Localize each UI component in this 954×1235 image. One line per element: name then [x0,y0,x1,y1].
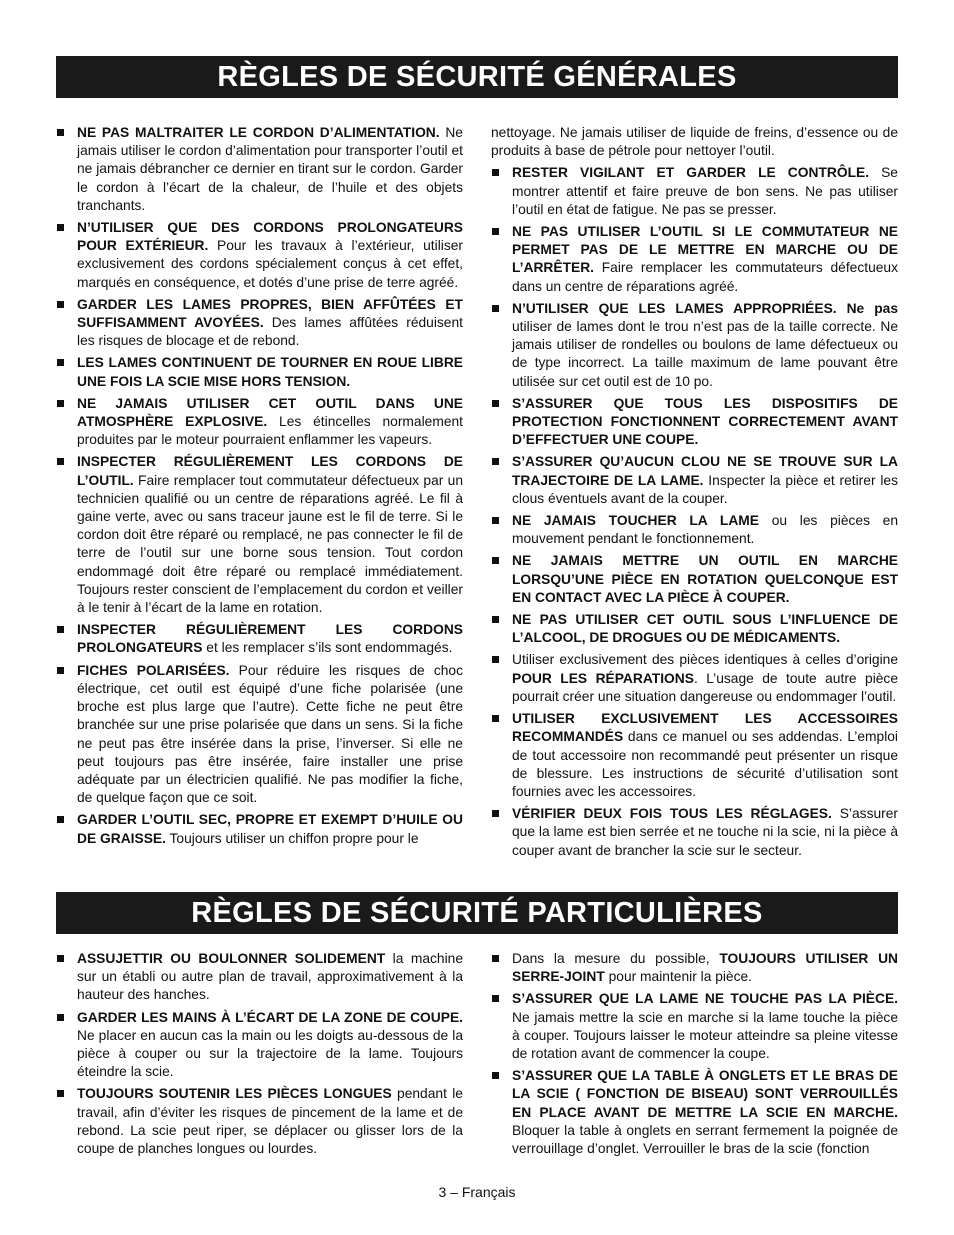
rule-heading: GARDER LES LAMES PROPRES, BIEN AFFÛTÉES ET SUFFISAMMENT AVOYÉES. [77,296,463,331]
safety-rule-item [491,164,898,219]
safety-rule-item [56,124,463,215]
rule-text: Pour les travaux à l’extérieur, utiliser exclusivement des cordons spécialement conçus à cet effet, marqués en conséquence, et dotés d’une prise de terre agréé. [77,238,463,290]
rule-text: Bloquer la table à onglets en serrant fermement la poignée de verrouillage d’onglet. Verrouiller le bras de la scie (fonction [512,1122,898,1157]
rule-text: Faire remplacer tout commutateur défectueux par un technicien qualifié ou un centre de réparations agréé. Le fil à gaine verte, avec ou sans traceur jaune est le fil de terre. Si le cordon doit être réparé ou remplacé, ne pas connecter le fil de terre de l’outil sur une borne sous tension. Tout cordon endommagé doit être réparé ou remplacé immédiatement. Toujours rester conscient de l’emplacement du cordon et veiller à le tenir à l’écart de la lame en rotation. [77,472,463,616]
rule-heading: TOUJOURS UTILISER UN SERRE-JOINT [512,951,899,985]
safety-rule-item [491,1067,898,1158]
rule-heading: UTILISER EXCLUSIVEMENT LES ACCESSOIRES RECOMMANDÉS [512,711,898,745]
general-rules-right-column [491,124,898,864]
rule-heading: ASSUJETTIR OU BOULONNER SOLIDEMENT [77,951,386,966]
rule-text: Ne placer en aucun cas la main ou les doigts au-dessous de la pièce à couper ou sur la trajectoire de la lame. Toujours éteindre la scie. [77,1027,463,1080]
rule-heading: NE JAMAIS METTRE UN OUTIL EN MARCHE LORSQU’UNE PIÈCE EN ROTATION QUELCONQUE EST EN CONTACT AVEC LA PIÈCE À COUPER. [512,553,898,605]
rule-text: Des lames affûtées réduisent les risques de blocage et de rebond. [77,315,463,349]
rule-heading: NE PAS UTILISER L’OUTIL SI LE COMMUTATEUR NE PERMET PAS DE LE METTRE EN MARCHE OU DE L’ARRÊTER. [512,224,898,276]
safety-rule-item [491,395,898,450]
rule-heading: NE JAMAIS UTILISER CET OUTIL DANS UNE ATMOSPHÈRE EXPLOSIVE. [77,395,463,430]
rule-text: Les étincelles normalement produites par le moteur pourraient enflammer les vapeurs. [77,414,464,448]
safety-rule-item [491,651,898,706]
section-title-general: RÈGLES DE SÉCURITÉ GÉNÉRALES [56,56,898,98]
rule-text: utiliser de lames dont le trou n’est pas de la taille correcte. Ne jamais utiliser de rondelles ou boulons de lame défectueux ou de type incorrect. La taille maximum de lame pouvant être utilisée sur cet outil est de 10 po. [512,319,898,389]
safety-rule-item [491,300,898,391]
safety-rule-item [56,219,463,292]
safety-rule-item [491,950,898,986]
rule-text: Inspecter la pièce et retirer les clous éventuels avant de la couper. [512,472,898,506]
safety-rule-item [56,453,463,617]
specific-rules-left-column [56,950,463,1162]
safety-rule-item [491,552,898,607]
rule-heading: NE PAS UTILISER CET OUTIL SOUS L’INFLUENCE DE L’ALCOOL, DE DROGUES OU DE MÉDICAMENTS. [512,612,898,646]
rule-heading: S’ASSURER QUE LA LAME NE TOUCHE PAS LA PIÈCE. [512,991,898,1007]
rule-heading: NE PAS MALTRAITER LE CORDON D’ALIMENTATION. [77,125,440,140]
rule-heading: RESTER VIGILANT ET GARDER LE CONTRÔLE. [512,165,870,181]
safety-rule-item [56,395,463,450]
safety-rule-item [491,512,898,548]
safety-rule-item [56,296,463,351]
rule-heading: S’ASSURER QUE LA TABLE À ONGLETS ET LE BRAS DE LA SCIE ( FONCTION DE BISEAU) SONT VERROUILLÉS EN PLACE AVANT DE METTRE LA SCIE EN MARCHE. [512,1068,898,1120]
rule-heading: LES LAMES CONTINUENT DE TOURNER EN ROUE LIBRE UNE FOIS LA SCIE MISE HORS TENSION. [77,355,463,389]
rule-text: Faire remplacer les commutateurs défectueux dans un centre de réparations agréé. [512,260,898,294]
rule-text: S’assurer que la lame est bien serrée et ne touche ni la scie, ni la pièce à couper avant de brancher la scie sur le secteur. [512,806,898,858]
rule-text: Toujours utiliser un chiffon propre pour le [165,830,419,846]
rule-heading: S’ASSURER QU’AUCUN CLOU NE SE TROUVE SUR LA TRAJECTOIRE DE LA LAME. [512,454,898,488]
safety-rule-item [56,354,463,390]
rule-heading: N’UTILISER QUE DES CORDONS PROLONGATEURS POUR EXTÉRIEUR. [77,220,463,254]
safety-rule-item [491,990,898,1063]
rule-heading: INSPECTER RÉGULIÈREMENT LES CORDONS DE L’OUTIL. [77,454,463,488]
safety-rule-item [56,1085,463,1158]
rule-heading: GARDER LES MAINS À L’ÉCART DE LA ZONE DE COUPE. [77,1009,463,1025]
safety-rule-item [491,223,898,296]
section-title-specific: RÈGLES DE SÉCURITÉ PARTICULIÈRES [56,892,898,934]
rule-heading: NE JAMAIS TOUCHER LA LAME [512,513,760,529]
rule-heading: VÉRIFIER DEUX FOIS TOUS LES RÉGLAGES. [512,806,832,822]
rule-text: pendant le travail, afin d’éviter les risques de pincement de la lame et de rebond. La scie peut riper, se déplacer ou glisser lors de la coupe de planches longues ou lourdes. [77,1086,463,1157]
rule-text: Pour réduire les risques de choc électrique, cet outil est équipé d’une fiche polarisée (une broche est plus large que l’autre). Cette fiche ne peut être branchée sur une prise polarisée que dans un sens. Si la fiche ne peut pas être insérée dans la prise, l’inverser. Si elle ne peut toujours pas être insérée, faire installer une prise adéquate par un électricien qualifié. Ne pas modifier la fiche, de quelque façon que ce soit. [77,662,463,806]
rule-heading: TOUJOURS SOUTENIR LES PIÈCES LONGUES [77,1086,392,1102]
rule-lead-text: Utiliser exclusivement des pièces identiques à celles d’origine [512,652,898,668]
general-rules-left-column [56,124,463,852]
rule-heading: INSPECTER RÉGULIÈREMENT LES CORDONS PROLONGATEURS [77,622,463,656]
rule-text: Ne jamais mettre la scie en marche si la lame touche la pièce à couper. Toujours laisser le moteur atteindre sa pleine vitesse de rotation avant de commencer la coupe. [512,1009,898,1062]
safety-rule-item [491,710,898,801]
page-footer: 3 – Français [438,1184,516,1200]
rule-text: et les remplacer s’ils sont endommagés. [202,640,453,656]
rule-text: pour maintenir la pièce. [604,969,753,985]
rule-heading: GARDER L’OUTIL SEC, PROPRE ET EXEMPT D’HUILE OU DE GRAISSE. [77,812,463,846]
rule-text: dans ce manuel ou ses addendas. L’emploi de tout accessoire non recommandé peut présenter un risque de blessure. Les instructions de sécurité d’utilisation sont fournies avec les accessoires. [512,729,898,799]
rule-text: ou les pièces en mouvement pendant le fonctionnement. [512,513,899,547]
rule-text: Ne jamais utiliser le cordon d’alimentation pour transporter l’outil et ne jamais débrancher ce dernier en tirant sur le cordon. Garder le cordon à l’écart de la chaleur, de l’huile et des objets tranchants. [77,125,463,213]
safety-rule-item [56,1009,463,1082]
safety-rule-item [491,611,898,647]
rule-heading: N’UTILISER QUE LES LAMES APPROPRIÉES. Ne pas [512,300,898,316]
safety-rule-item [56,950,463,1005]
safety-rule-item [56,621,463,657]
rule-heading: S’ASSURER QUE TOUS LES DISPOSITIFS DE PROTECTION FONCTIONNENT CORRECTEMENT AVANT D’EFFECTUER UNE COUPE. [512,395,898,448]
safety-rule-item [491,453,898,508]
rule-text: la machine sur un établi ou autre plan de travail, approximativement à la hauteur des hanches. [77,951,463,1003]
continued-text: nettoyage. Ne jamais utiliser de liquide de freins, d’essence ou de produits à base de pétrole pour nettoyer l’outil. [491,125,898,159]
rule-heading: POUR LES RÉPARATIONS [512,670,694,686]
rule-text: . L’usage de toute autre pièce pourrait créer une situation dangereuse ou endommager l’outil. [512,670,899,704]
safety-rule-item [56,811,463,847]
specific-rules-right-column [491,950,898,1162]
safety-rule-item [56,662,463,808]
rule-heading: FICHES POLARISÉES. [77,662,230,678]
rule-text: Se montrer attentif et faire preuve de bon sens. Ne pas utiliser l’outil en état de fatigue. Ne pas se presser. [512,165,898,217]
rule-lead-text: Dans la mesure du possible, [512,951,720,966]
safety-rule-item [491,805,898,860]
